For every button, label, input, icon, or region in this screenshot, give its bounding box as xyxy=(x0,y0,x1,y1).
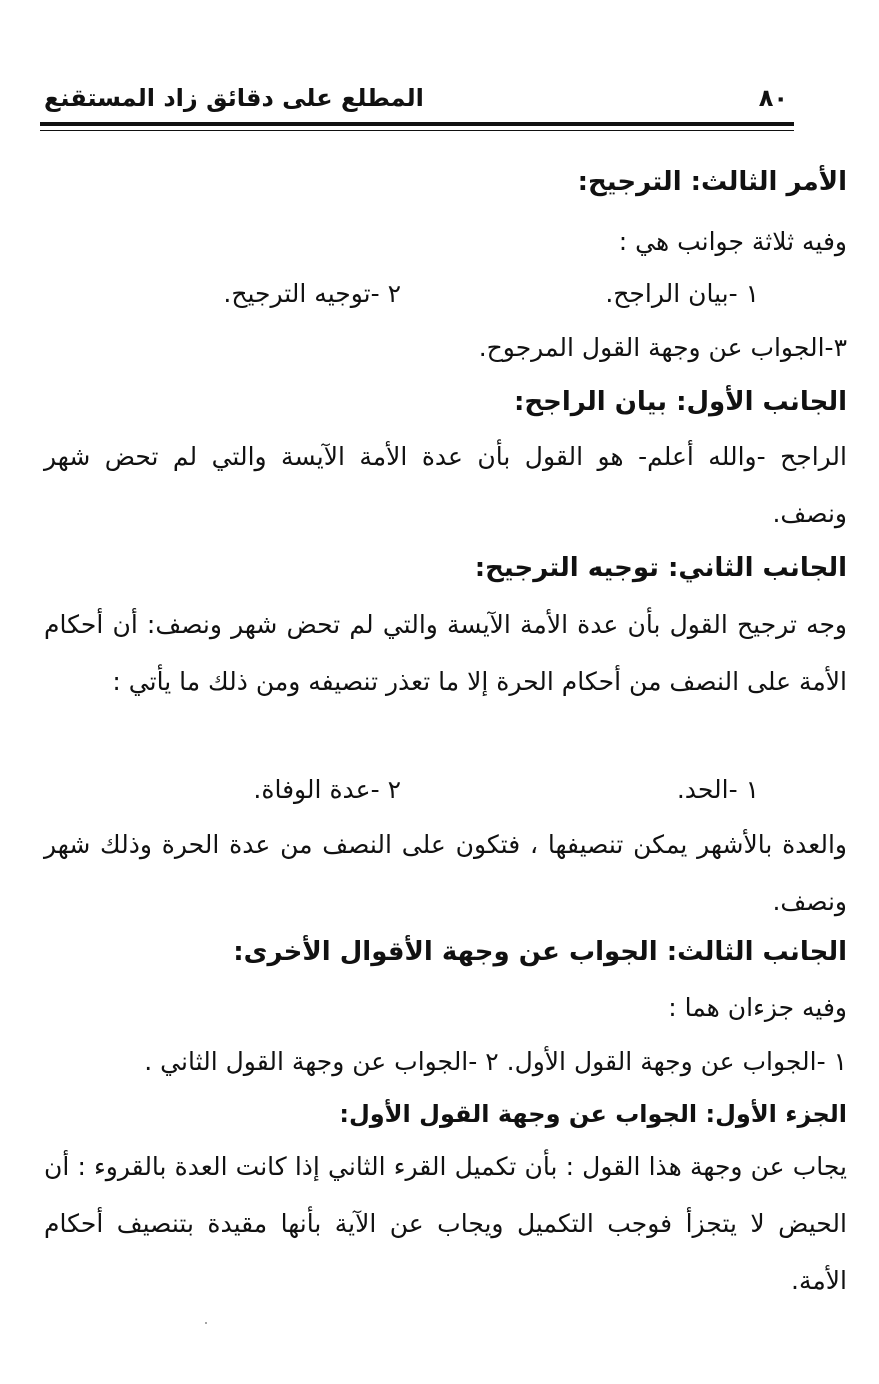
paragraph-aspect-2: وجه ترجيح القول بأن عدة الأمة الآيسة والتي لم تحض شهر ونصف: أن أحكام الأمة على النصف من أحكام الحرة إلا ما تعذر تنصيفه ومن ذلك ما يأتي : xyxy=(44,610,847,696)
header-rule-thin xyxy=(40,130,794,131)
paragraph-part-1: يجاب عن وجهة هذا القول : بأن تكميل القرء الثاني إذا كانت العدة بالقروء : أن الحيض لا يتجزأ فوجب التكميل ويجاب عن الآية بأنها مقيدة بتنصيف أحكام الأمة. xyxy=(44,1152,847,1295)
list-item-2: ٢ -توجيه الترجيح. xyxy=(223,279,401,308)
sub-item-1: ١ -الحد. xyxy=(676,775,759,804)
paragraph-months: والعدة بالأشهر يمكن تنصيفها ، فتكون على النصف من عدة الحرة وذلك شهر ونصف. xyxy=(44,830,847,916)
sub-item-2: ٢ -عدة الوفاة. xyxy=(253,775,401,804)
heading-aspect-3: الجانب الثالث: الجواب عن وجهة الأقوال الأخرى: xyxy=(233,937,847,967)
intro-two-parts: وفيه جزءان هما : xyxy=(668,993,847,1022)
book-title: المطلع على دقائق زاد المستقنع xyxy=(44,84,424,112)
parts-list: ١ -الجواب عن وجهة القول الأول. ٢ -الجواب عن وجهة القول الثاني . xyxy=(144,1047,847,1076)
running-header xyxy=(40,82,792,122)
paragraph-aspect-1: الراجح -والله أعلم- هو القول بأن عدة الأمة الآيسة والتي لم تحض شهر ونصف. xyxy=(44,442,847,528)
list-item-1: ١ -بيان الراجح. xyxy=(605,279,759,308)
list-item-3: ٣-الجواب عن وجهة القول المرجوح. xyxy=(478,333,847,362)
heading-aspect-1: الجانب الأول: بيان الراجح: xyxy=(514,387,847,417)
heading-aspect-2: الجانب الثاني: توجيه الترجيح: xyxy=(474,553,847,583)
heading-part-1: الجزء الأول: الجواب عن وجهة القول الأول: xyxy=(339,1100,847,1128)
page-speck xyxy=(205,1322,207,1324)
page-number: ٨٠ xyxy=(758,84,788,112)
intro-three-aspects: وفيه ثلاثة جوانب هي : xyxy=(618,227,847,256)
header-rule-thick xyxy=(40,122,794,126)
heading-third-matter: الأمر الثالث: الترجيح: xyxy=(577,167,847,197)
